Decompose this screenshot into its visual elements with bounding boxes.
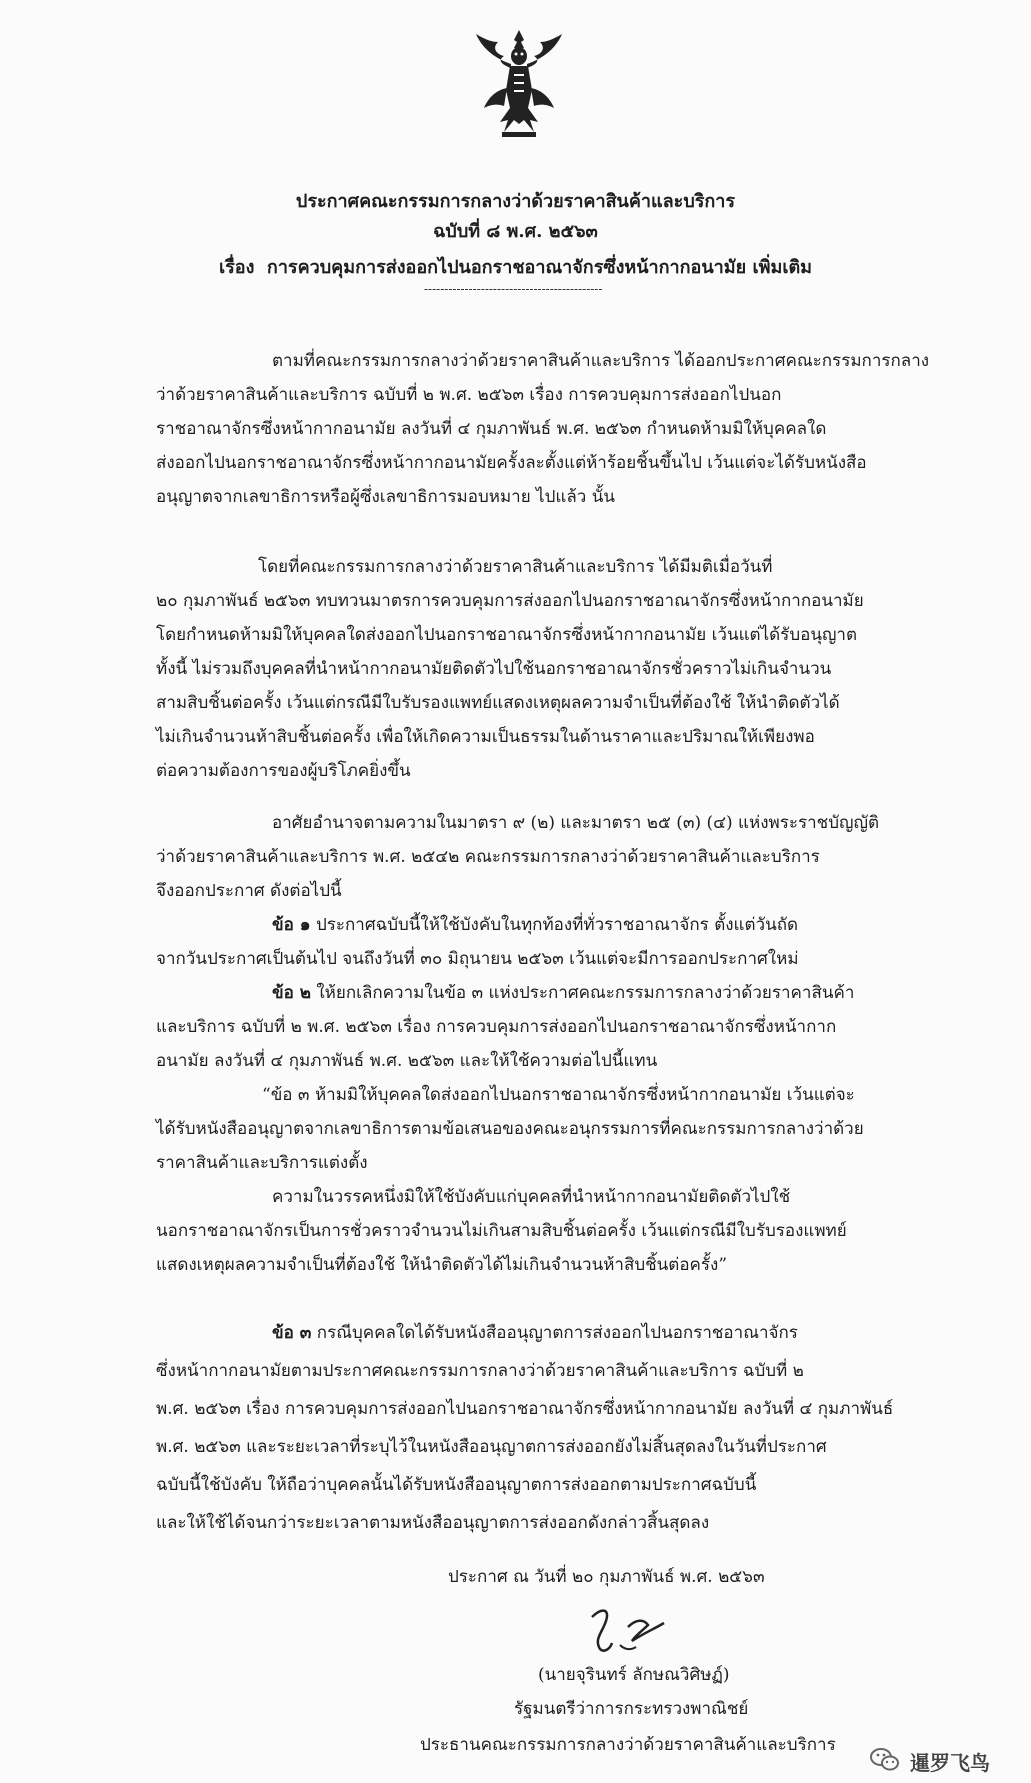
clause3-line: ซึ่งหน้ากากอนามัยตามประกาศคณะกรรมการกลางว่าด้วยราคาสินค้าและบริการ ฉบับที่ ๒ <box>156 1361 804 1381</box>
clause3-line: พ.ศ. ๒๕๖๓ และระยะเวลาที่ระบุไว้ในหนังสืออนุญาตการส่งออกยังไม่สิ้นสุดลงในวันที่ประกาศ <box>156 1437 827 1457</box>
clause2-line: ข้อ ๒ ให้ยกเลิกความในข้อ ๓ แห่งประกาศคณะกรรมการกลางว่าด้วยราคาสินค้า <box>272 983 855 1003</box>
para3-line: ว่าด้วยราคาสินค้าและบริการ พ.ศ. ๒๕๔๒ คณะกรรมการกลางว่าด้วยราคาสินค้าและบริการ <box>156 847 820 867</box>
signer-position: รัฐมนตรีว่าการกระทรวงพาณิชย์ <box>514 1699 749 1719</box>
watermark <box>870 1745 1030 1777</box>
signer-name: (นายจุรินทร์ ลักษณวิศิษฏ์) <box>538 1665 730 1685</box>
para1-line: ตามที่คณะกรรมการกลางว่าด้วยราคาสินค้าและบริการ ได้ออกประกาศคณะกรรมการกลาง <box>272 351 930 371</box>
para1-line: อนุญาตจากเลขาธิการหรือผู้ซึ่งเลขาธิการมอบหมาย ไปแล้ว นั้น <box>156 487 615 507</box>
quote-line: ราคาสินค้าและบริการแต่งตั้ง <box>156 1153 368 1173</box>
para2-line: โดยที่คณะกรรมการกลางว่าด้วยราคาสินค้าและบริการ ได้มีมติเมื่อวันที่ <box>258 557 773 577</box>
quote-line: แสดงเหตุผลความจำเป็นที่ต้องใช้ ให้นำติดตัวได้ไม่เกินจำนวนห้าสิบชิ้นต่อครั้ง” <box>156 1255 728 1275</box>
para2-line: โดยกำหนดห้ามมิให้บุคคลใดส่งออกไปนอกราชอาณาจักรซึ่งหน้ากากอนามัย เว้นแต่ได้รับอนุญาต <box>156 625 858 645</box>
clause1-line: จากวันประกาศเป็นต้นไป จนถึงวันที่ ๓๐ มิถุนายน ๒๕๖๓ เว้นแต่จะมีการออกประกาศใหม่ <box>156 949 799 969</box>
para2-line: สามสิบชิ้นต่อครั้ง เว้นแต่กรณีมีใบรับรองแพทย์แสดงเหตุผลความจำเป็นที่ต้องใช้ ให้นำติดตัวได้ <box>156 693 840 713</box>
issue-date: ประกาศ ณ วันที่ ๒๐ กุมภาพันธ์ พ.ศ. ๒๕๖๓ <box>448 1567 765 1587</box>
para1-line: ว่าด้วยราคาสินค้าและบริการ ฉบับที่ ๒ พ.ศ. ๒๕๖๓ เรื่อง การควบคุมการส่งออกไปนอก <box>156 385 782 405</box>
clause2-line: และบริการ ฉบับที่ ๒ พ.ศ. ๒๕๖๓ เรื่อง การควบคุมการส่งออกไปนอกราชอาณาจักรซึ่งหน้ากาก <box>156 1017 837 1037</box>
subject-text: การควบคุมการส่งออกไปนอกราชอาณาจักรซึ่งหน้ากากอนามัย เพิ่มเติม <box>266 257 813 278</box>
document-number: ฉบับที่ ๘ พ.ศ. ๒๕๖๓ <box>433 221 598 242</box>
para3-line: จึงออกประกาศ ดังต่อไปนี้ <box>156 881 342 901</box>
para1-line: ราชอาณาจักรซึ่งหน้ากากอนามัย ลงวันที่ ๔ กุมภาพันธ์ พ.ศ. ๒๕๖๓ กำหนดห้ามมิให้บุคคลใด <box>156 419 827 439</box>
garuda-emblem <box>474 28 564 140</box>
quote-line: “ข้อ ๓ ห้ามมิให้บุคคลใดส่งออกไปนอกราชอาณาจักรซึ่งหน้ากากอนามัย เว้นแต่จะ <box>262 1085 855 1105</box>
clause3-label: ข้อ ๓ <box>272 1323 312 1343</box>
quote-line: ได้รับหนังสืออนุญาตจากเลขาธิการตามข้อเสนอของคณะอนุกรรมการที่คณะกรรมการกลางว่าด้วย <box>156 1119 864 1139</box>
clause3-line: ข้อ ๓ กรณีบุคคลใดได้รับหนังสืออนุญาตการส่งออกไปนอกราชอาณาจักร <box>272 1323 798 1343</box>
signature-mark <box>584 1605 676 1657</box>
watermark-text: 暹罗飞鸟 <box>910 1751 990 1775</box>
clause2-label: ข้อ ๒ <box>272 983 311 1003</box>
clause3-line: พ.ศ. ๒๕๖๓ เรื่อง การควบคุมการส่งออกไปนอกราชอาณาจักรซึ่งหน้ากากอนามัย ลงวันที่ ๔ กุมภาพันธ์ <box>156 1399 894 1419</box>
para3-line: อาศัยอำนาจตามความในมาตรา ๙ (๒) และมาตรา ๒๕ (๓) (๔) แห่งพระราชบัญญัติ <box>272 813 880 833</box>
quote-line: นอกราชอาณาจักรเป็นการชั่วคราวจำนวนไม่เกินสามสิบชิ้นต่อครั้ง เว้นแต่กรณีมีใบรับรองแพทย์ <box>156 1221 847 1241</box>
clause1-label: ข้อ ๑ <box>272 915 311 935</box>
para2-line: ทั้งนี้ ไม่รวมถึงบุคคลที่นำหน้ากากอนามัยติดตัวไปใช้นอกราชอาณาจักรชั่วคราวไม่เกินจำนวน <box>156 659 832 679</box>
para2-line: ๒๐ กุมภาพันธ์ ๒๕๖๓ ทบทวนมาตรการควบคุมการส่งออกไปนอกราชอาณาจักรซึ่งหน้ากากอนามัย <box>156 591 864 611</box>
signer-committee-role: ประธานคณะกรรมการกลางว่าด้วยราคาสินค้าและบริการ <box>420 1735 836 1755</box>
para2-line: ไม่เกินจำนวนห้าสิบชิ้นต่อครั้ง เพื่อให้เกิดความเป็นธรรมในด้านราคาและปริมาณให้เพียงพอ <box>156 727 815 747</box>
quote-line: ความในวรรคหนึ่งมิให้ใช้บังคับแก่บุคคลที่นำหน้ากากอนามัยติดตัวไปใช้ <box>272 1187 791 1207</box>
wechat-icon <box>870 1747 900 1773</box>
para1-line: ส่งออกไปนอกราชอาณาจักรซึ่งหน้ากากอนามัยครั้งละตั้งแต่ห้าร้อยชิ้นขึ้นไป เว้นแต่จะได้รับหนังสือ <box>156 453 867 473</box>
clause1-line: ข้อ ๑ ประกาศฉบับนี้ให้ใช้บังคับในทุกท้องที่ทั่วราชอาณาจักร ตั้งแต่วันถัด <box>272 915 799 935</box>
clause3-line: และให้ใช้ได้จนกว่าระยะเวลาตามหนังสืออนุญาตการส่งออกดังกล่าวสิ้นสุดลง <box>156 1513 710 1533</box>
clause2-line: อนามัย ลงวันที่ ๔ กุมภาพันธ์ พ.ศ. ๒๕๖๓ และให้ใช้ความต่อไปนี้แทน <box>156 1051 658 1071</box>
document-title: ประกาศคณะกรรมการกลางว่าด้วยราคาสินค้าและบริการ <box>295 191 736 212</box>
subject-label: เรื่อง <box>218 257 255 278</box>
document-subject <box>0 252 1031 281</box>
clause3-line: ฉบับนี้ใช้บังคับ ให้ถือว่าบุคคลนั้นได้รับหนังสืออนุญาตการส่งออกตามประกาศฉบับนี้ <box>156 1475 757 1495</box>
para2-line: ต่อความต้องการของผู้บริโภคยิ่งขึ้น <box>156 761 411 781</box>
title-divider: -------------------------------------------- <box>424 282 603 296</box>
